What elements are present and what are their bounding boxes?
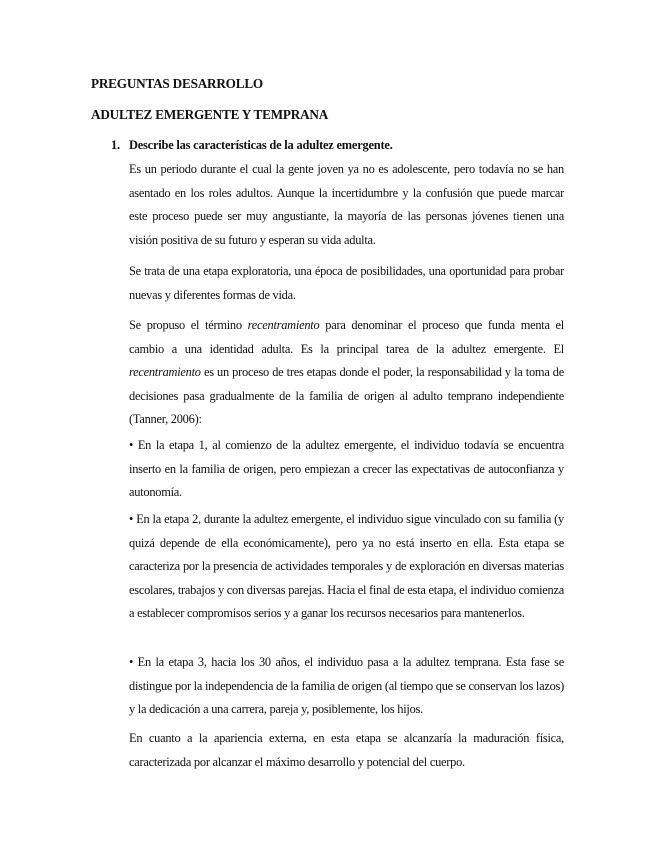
paragraph-stage-2: • En la etapa 2, durante la adultez emergente, el individuo sigue vinculado con su familia (y quizá depende de ella económicamente), pero ya no está inserto en ella. Esta etapa se caracteriza por la presencia de actividades temporales y de exploración en diversas materias escolares, trabajos y con diversas parejas. Hacia el final de esta etapa, el individuo comienza a establecer compromisos serios y a ganar los recursos necesarios para mantenerlos. xyxy=(129,512,564,621)
section-title: ADULTEZ EMERGENTE Y TEMPRANA xyxy=(91,107,329,122)
paragraph-physical-maturation: En cuanto a la apariencia externa, en esta etapa se alcanzaría la maduración física, caracterizada por alcanzar el máximo desarrollo y potencial del cuerpo. xyxy=(129,731,564,769)
paragraph-text-segment: para denominar el proceso que funda menta el cambio a una identidad adulta. Es la principal tarea de la adultez emergente. El xyxy=(129,318,565,356)
paragraph-text-segment: es un proceso de tres etapas donde el poder, la responsabilidad y la toma de decisiones pasa gradualmente de la familia de origen al adulto temprano independiente (Tanner, 2006): xyxy=(129,365,564,427)
italic-term: recentramiento xyxy=(247,318,320,332)
paragraph-definition: Es un periodo durante el cual la gente joven ya no es adolescente, pero todavía no se han asentado en los roles adultos. Aunque la incertidumbre y la confusión que puede marcar este proceso puede ser muy angustiante, la mayoría de las personas jóvenes tienen una visión positiva de su futuro y esperan su vida adulta. xyxy=(129,162,564,247)
question-number: 1. xyxy=(111,138,120,152)
question-text: Describe las características de la adultez emergente. xyxy=(129,138,393,152)
paragraph-text-segment: Se propuso el término xyxy=(129,318,248,332)
document-title: PREGUNTAS DESARROLLO xyxy=(91,76,263,91)
paragraph-stage-3: • En la etapa 3, hacia los 30 años, el individuo pasa a la adultez temprana. Esta fase se distingue por la independencia de la familia de origen (al tiempo que se conservan los lazos) y la dedicación a una carrera, pareja y, posiblemente, los hijos. xyxy=(129,655,564,717)
paragraph-stage-1: • En la etapa 1, al comienzo de la adultez emergente, el individuo todavía se encuentra inserto en la familia de origen, pero empiezan a crecer las expectativas de autoconfianza y autonomía. xyxy=(129,438,564,500)
paragraph-recentramiento xyxy=(129,314,564,432)
italic-term: recentramiento xyxy=(129,365,201,380)
question-item xyxy=(111,138,561,153)
paragraph-exploratory-stage: Se trata de una etapa exploratoria, una época de posibilidades, una oportunidad para probar nuevas y diferentes formas de vida. xyxy=(129,264,564,302)
